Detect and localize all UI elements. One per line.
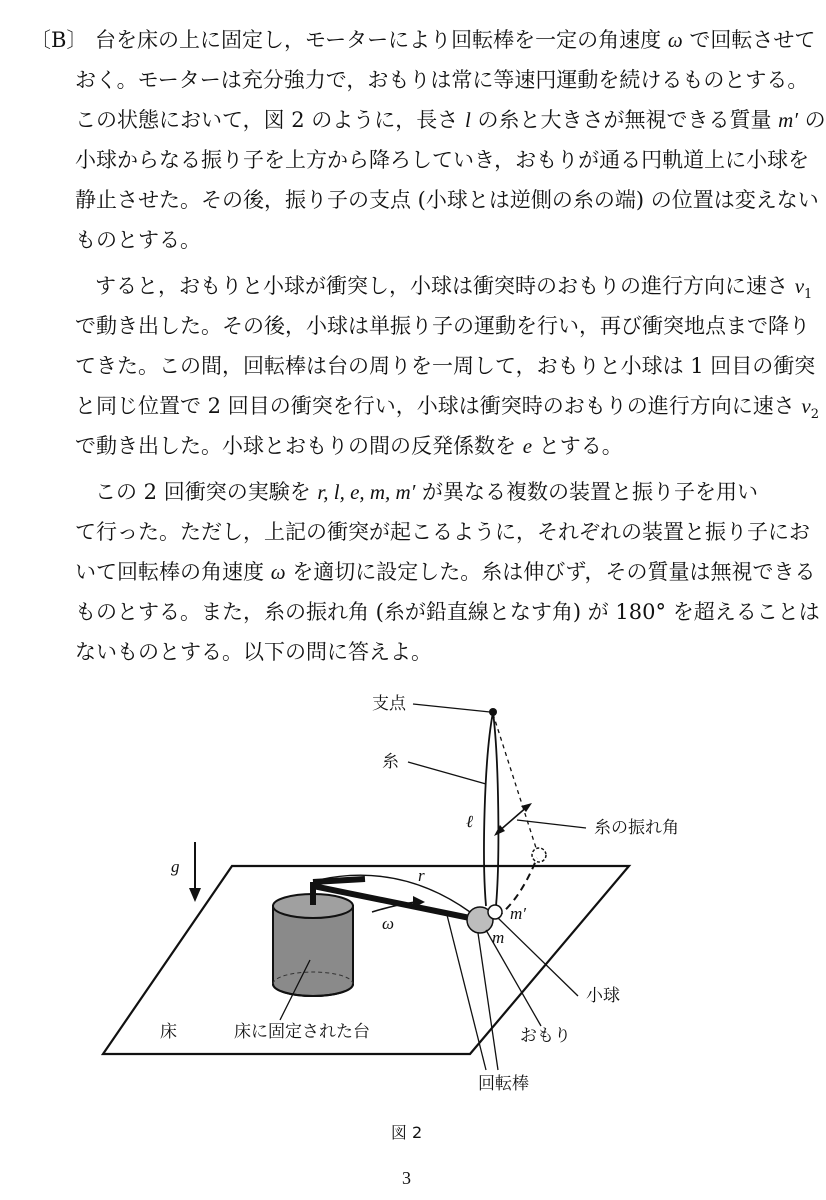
pendulum-string [484, 712, 498, 906]
small-ball [488, 905, 502, 919]
label-swing-angle: 糸の振れ角 [594, 818, 679, 838]
para3-line1: この 2 回衝突の実験を r, l, e, m, m′ が異なる複数の装置と振り子を用い [95, 480, 759, 504]
para2-line2: で動き出した。その後，小球は単振り子の運動を行い，再び衝突地点まで降り [75, 314, 810, 338]
para3-line2: て行った。ただし，上記の衝突が起こるように，それぞれの装置と振り子にお [75, 520, 810, 544]
label-weight-mass: m [492, 928, 505, 947]
label-floor: 床 [160, 1022, 177, 1042]
para1-line5: 静止させた。その後，振り子の支点 (小球とは逆側の糸の端) の位置は変えない [75, 188, 819, 212]
para1-line3: この状態において，図 2 のように，長さ l の糸と大きさが無視できる質量 m′ の [75, 108, 826, 132]
figure-caption: 図 2 [390, 1123, 423, 1142]
label-radius: r [418, 866, 425, 885]
label-omega: ω [382, 914, 395, 933]
para2-line3: てきた。この間，回転棒は台の周りを一周して，おもりと小球は 1 回目の衝突 [75, 354, 816, 378]
swung-ball-dashed [532, 848, 546, 862]
gravity-arrowhead [189, 888, 201, 902]
fixed-base-cylinder [273, 894, 353, 996]
section-marker: 〔B〕 [30, 28, 88, 52]
para3-line5: ないものとする。以下の問に答えよ。 [75, 640, 432, 664]
label-gravity: g [171, 857, 180, 876]
para1-line2: おく。モーターは充分強力で，おもりは常に等速円運動を続けるものとする。 [75, 68, 809, 92]
para1-line4: 小球からなる振り子を上方から降ろしていき，おもりが通る円軌道上に小球を [75, 148, 810, 172]
page-number: 3 [402, 1168, 411, 1188]
para2-line4: と同じ位置で 2 回目の衝突を行い，小球は衝突時のおもりの進行方向に速さ $v_2$ [75, 394, 819, 423]
para2-line5: で動き出した。小球とおもりの間の反発係数を e とする。 [75, 434, 623, 458]
label-small-mass: m′ [510, 904, 526, 923]
label-string: 糸 [382, 752, 399, 772]
para3-line4: ものとする。また，糸の振れ角 (糸が鉛直線となす角) が 180° を超えることは [75, 600, 820, 624]
label-rod: 回転棒 [478, 1074, 529, 1094]
label-length: ℓ [466, 812, 474, 831]
para3-line3: いて回転棒の角速度 ω を適切に設定した。糸は伸びず，その質量は無視できる [75, 560, 816, 584]
para1-line6: ものとする。 [75, 228, 201, 252]
label-weight: おもり [520, 1026, 571, 1046]
label-base: 床に固定された台 [234, 1022, 370, 1042]
label-pivot: 支点 [372, 694, 406, 714]
para1-line1: 台を床の上に固定し，モーターにより回転棒を一定の角速度 ω で回転させて [95, 28, 816, 52]
para2-line1: すると，おもりと小球が衝突し，小球は衝突時のおもりの進行方向に速さ $v_1$ [95, 274, 813, 303]
label-small-ball: 小球 [586, 986, 620, 1006]
